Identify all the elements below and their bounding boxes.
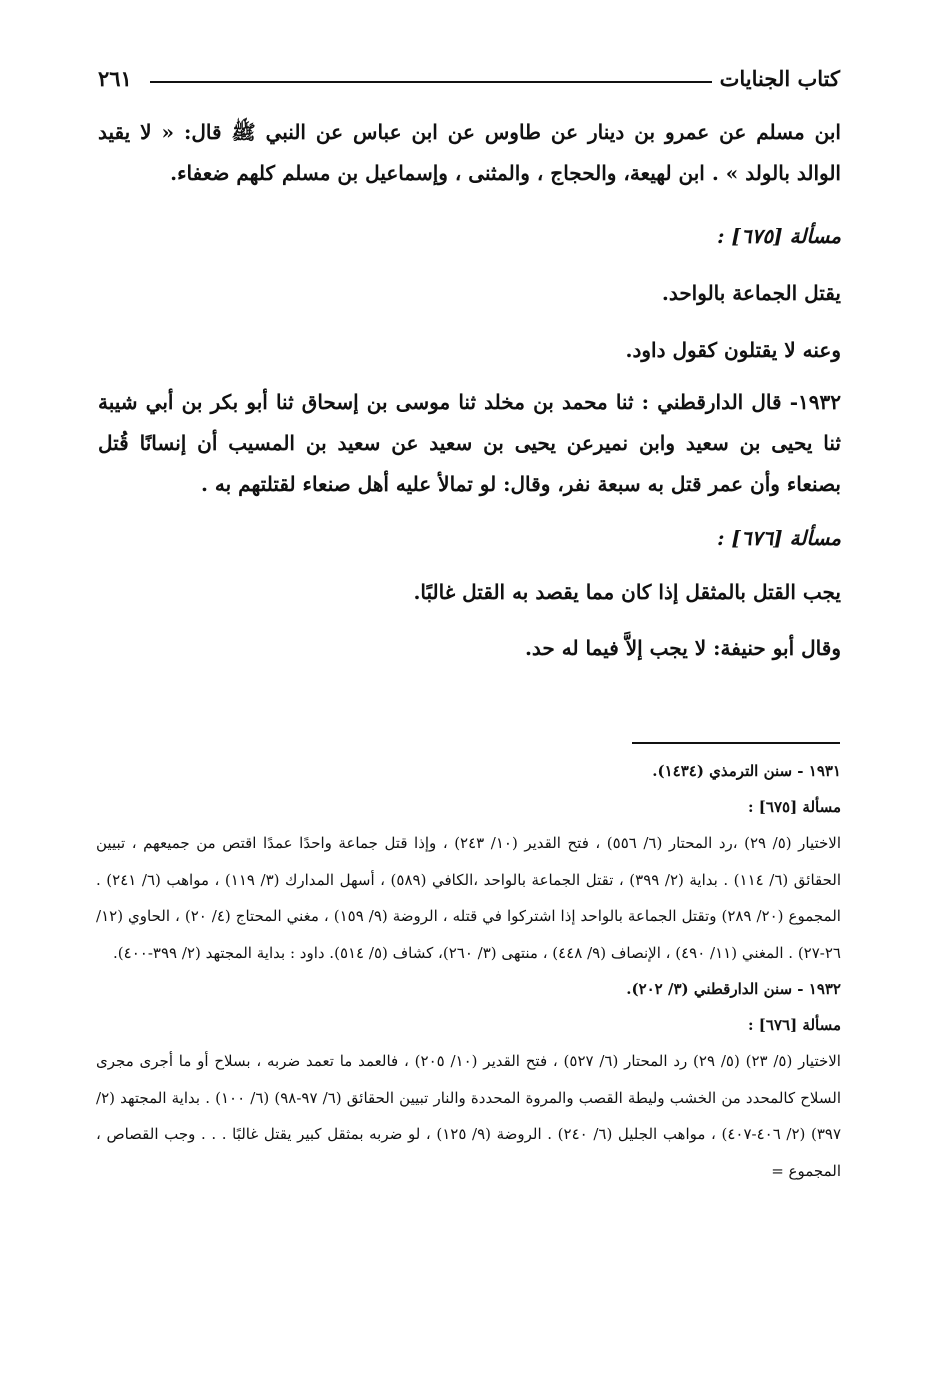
footnotes	[96, 753, 841, 1189]
masala-676-ruling: يجب القتل بالمثقل إذا كان مما يقصد به القتل غالبًا.	[413, 580, 841, 604]
header-rule	[150, 81, 712, 83]
masala-675-heading: مسألة [٦٧٥] :	[717, 224, 841, 248]
masala-675-ruling: يقتل الجماعة بالواحد.	[661, 281, 841, 305]
hadith-1932: ١٩٣٢- قال الدارقطني : ثنا محمد بن مخلد ثنا موسى بن إسحاق ثنا أبو بكر بن أبي شيبة ثنا يحيى بن سعيد وابن نميرعن يحيى بن سعيد عن سعيد بن المسيب أن إنسانًا قُتل بصنعاء وأن عمر قتل به سبعة نفر، وقال: لو تمالأ عليه أهل صنعاء لقتلتهم به .	[98, 390, 841, 496]
top-paragraph: ابن مسلم عن عمرو بن دينار عن طاوس عن ابن عباس عن النبي ﷺ قال: « لا يقيد الوالد بالولد » . ابن لهيعة، والحجاج ، والمثنى ، وإسماعيل بن مسلم كلهم ضعفاء.	[98, 120, 841, 185]
footnote-676-heading: مسألة [٦٧٦] :	[748, 1016, 841, 1034]
page-number: ٢٦١	[98, 66, 132, 91]
main-text	[98, 112, 841, 668]
footnote-675-body: الاختيار (٥/ ٢٩) ،رد المحتار (٦/ ٥٥٦) ، فتح القدير (١٠/ ٢٤٣) ، وإذا قتل جماعة واحدًا عمدًا اقتص من جميعهم ، تبيين الحقائق (٦/ ١١٤) . بداية (٢/ ٣٩٩) ، تقتل الجماعة بالواحد ،الكافي (٥٨٩) ، أسهل المدارك (٣/ ١١٩) ، مواهب (٦/ ٢٤١) . المجموع (٢٠/ ٢٨٩) وتقتل الجماعة بالواحد إذا اشتركوا في قتله ، الروضة (٩/ ١٥٩) ، مغني المحتاج (٤/ ٢٠) ، الحاوي (١٢/ ٢٦-٢٧) . المغني (١١/ ٤٩٠) ، الإنصاف (٩/ ٤٤٨) ، منتهى (٣/ ٢٦٠)، كشاف (٥/ ٥١٤). داود : بداية المجتهد (٢/ ٣٩٩-٤٠٠).	[96, 834, 842, 962]
page-header	[98, 66, 840, 100]
running-title: كتاب الجنايات	[719, 66, 840, 91]
footnote-676-body: الاختيار (٥/ ٢٣) (٥/ ٢٩) رد المحتار (٦/ ٥٢٧) ، فتح القدير (١٠/ ٢٠٥) ، فالعمد ما تعمد ضربه ، بسلاح أو ما أجرى مجرى السلاح كالمحدد من الخشب وليطة القصب والمروة المحددة والنار تبيين الحقائق (٦/ ٩٧-٩٨) (٦/ ١٠٠) . بداية المجتهد (٢/ ٣٩٧) (٢/ ٤٠٦-٤٠٧) ، مواهب الجليل (٦/ ٢٤٠) . الروضة (٩/ ١٢٥) ، لو ضربه بمثقل كبير يقتل غالبًا . . . وجب القصاص ، المجموع =	[96, 1052, 842, 1180]
masala-676-dissent: وقال أبو حنيفة: لا يجب إلاَّ فيما له حد.	[524, 636, 841, 660]
masala-675-dissent: وعنه لا يقتلون كقول داود.	[625, 338, 841, 362]
masala-676-heading: مسألة [٦٧٦] :	[717, 526, 841, 550]
footnote-675-heading: مسألة [٦٧٥] :	[748, 798, 841, 816]
footnote-1931: ١٩٣١ - سنن الترمذي (١٤٣٤).	[652, 762, 841, 780]
footnote-separator	[632, 742, 840, 744]
footnote-1932: ١٩٣٢ - سنن الدارقطني (٣/ ٢٠٢).	[626, 980, 841, 998]
